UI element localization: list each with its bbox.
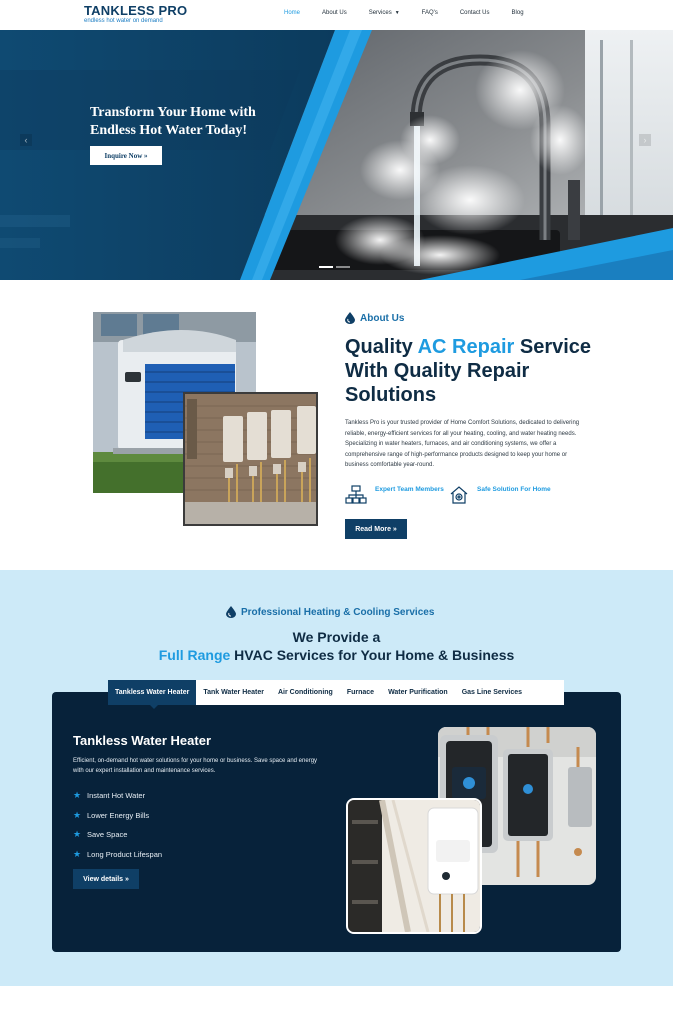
home-gear-icon bbox=[449, 485, 469, 505]
star-icon: ★ bbox=[73, 848, 82, 859]
tab-water-purification[interactable]: Water Purification bbox=[388, 689, 448, 696]
slider-next-icon[interactable]: › bbox=[639, 134, 651, 146]
star-icon: ★ bbox=[73, 790, 82, 801]
about-paragraph: Tankless Pro is your trusted provider of Home Comfort Solutions, dedicated to delivering reliable, energy-efficient services for all your heating, cooling, and water heating needs. Specializing in water heaters, furnaces, and air conditioning systems, we offer a comprehensive range of high-performance products designed to keep your home or business comfortable year-round. bbox=[345, 420, 580, 468]
wall-water-heaters-image bbox=[183, 392, 318, 526]
read-more-button[interactable]: Read More » bbox=[345, 519, 407, 539]
services-tag bbox=[226, 606, 434, 618]
bullet-label: Instant Hot Water bbox=[87, 791, 146, 801]
feature-expert-team bbox=[345, 485, 455, 505]
tab-tank-water-heater[interactable]: Tank Water Heater bbox=[203, 689, 264, 696]
slider-dot-2[interactable] bbox=[336, 266, 350, 268]
feature-expert-team-label: Expert Team Members bbox=[375, 486, 444, 493]
about-heading-part1: Quality bbox=[345, 336, 418, 358]
about-tag-label: About Us bbox=[360, 312, 405, 324]
hero-slider bbox=[0, 30, 673, 280]
feature-safe-solution-label: Safe Solution For Home bbox=[477, 486, 551, 493]
wall-mounted-heater-image bbox=[346, 798, 482, 934]
list-item bbox=[73, 806, 162, 826]
team-network-icon bbox=[345, 485, 367, 505]
nav-about-us[interactable]: About Us bbox=[322, 10, 347, 16]
view-details-button[interactable]: View details » bbox=[73, 869, 139, 889]
bullet-label: Long Product Lifespan bbox=[87, 849, 163, 859]
nav-faqs[interactable]: FAQ's bbox=[421, 10, 438, 16]
nav-services-label: Services bbox=[368, 10, 392, 16]
main-nav bbox=[284, 10, 546, 16]
nav-home[interactable]: Home bbox=[284, 10, 301, 16]
about-heading-highlight: AC Repair bbox=[417, 336, 515, 358]
chevron-down-icon: ▼ bbox=[394, 10, 400, 16]
logo-title: TANKLESS PRO bbox=[84, 3, 188, 18]
bullet-label: Save Space bbox=[87, 830, 128, 840]
water-drop-icon bbox=[345, 312, 355, 324]
inquire-now-button[interactable]: Inquire Now » bbox=[90, 146, 162, 165]
panel-title: Tankless Water Heater bbox=[73, 733, 212, 748]
star-icon: ★ bbox=[73, 829, 82, 840]
logo[interactable] bbox=[84, 4, 187, 25]
tab-gas-line-services[interactable]: Gas Line Services bbox=[461, 689, 523, 696]
site-header bbox=[0, 0, 673, 30]
list-item bbox=[73, 786, 162, 806]
services-heading-line1: We Provide a bbox=[292, 629, 381, 645]
nav-blog[interactable]: Blog bbox=[511, 10, 524, 16]
services-heading-highlight: Full Range bbox=[158, 647, 231, 663]
services-heading-rest: HVAC Services for Your Home & Business bbox=[230, 647, 515, 663]
about-section bbox=[0, 280, 673, 570]
tab-air-conditioning[interactable]: Air Conditioning bbox=[278, 689, 333, 696]
services-tag-label: Professional Heating & Cooling Services bbox=[241, 606, 435, 618]
services-heading-line2 bbox=[0, 647, 673, 663]
star-icon: ★ bbox=[73, 809, 82, 820]
about-heading bbox=[345, 335, 605, 407]
slider-dots bbox=[319, 266, 350, 268]
logo-subtitle: endless hot water on demand bbox=[84, 18, 163, 24]
panel-description: Efficient, on-demand hot water solutions for your home or business. Save space and energy with our expert installation and maintenance services. bbox=[73, 758, 318, 774]
nav-services[interactable] bbox=[369, 10, 400, 16]
tab-tankless-water-heater[interactable]: Tankless Water Heater bbox=[108, 680, 196, 705]
about-tag bbox=[345, 312, 404, 324]
water-drop-icon bbox=[226, 606, 236, 618]
tab-furnace[interactable]: Furnace bbox=[346, 689, 375, 696]
service-tabs bbox=[108, 680, 564, 705]
feature-safe-solution bbox=[449, 485, 559, 505]
nav-contact-us[interactable]: Contact Us bbox=[459, 10, 490, 16]
slider-prev-icon[interactable]: ‹ bbox=[20, 134, 32, 146]
bullet-label: Lower Energy Bills bbox=[87, 810, 150, 820]
hero-title: Transform Your Home with Endless Hot Water Today! bbox=[90, 105, 256, 138]
about-heading-part2: Service With Quality Repair Solutions bbox=[345, 336, 592, 406]
slider-dot-1[interactable] bbox=[319, 266, 333, 268]
panel-bullet-list bbox=[73, 786, 162, 864]
list-item bbox=[73, 825, 162, 845]
list-item bbox=[73, 845, 162, 865]
